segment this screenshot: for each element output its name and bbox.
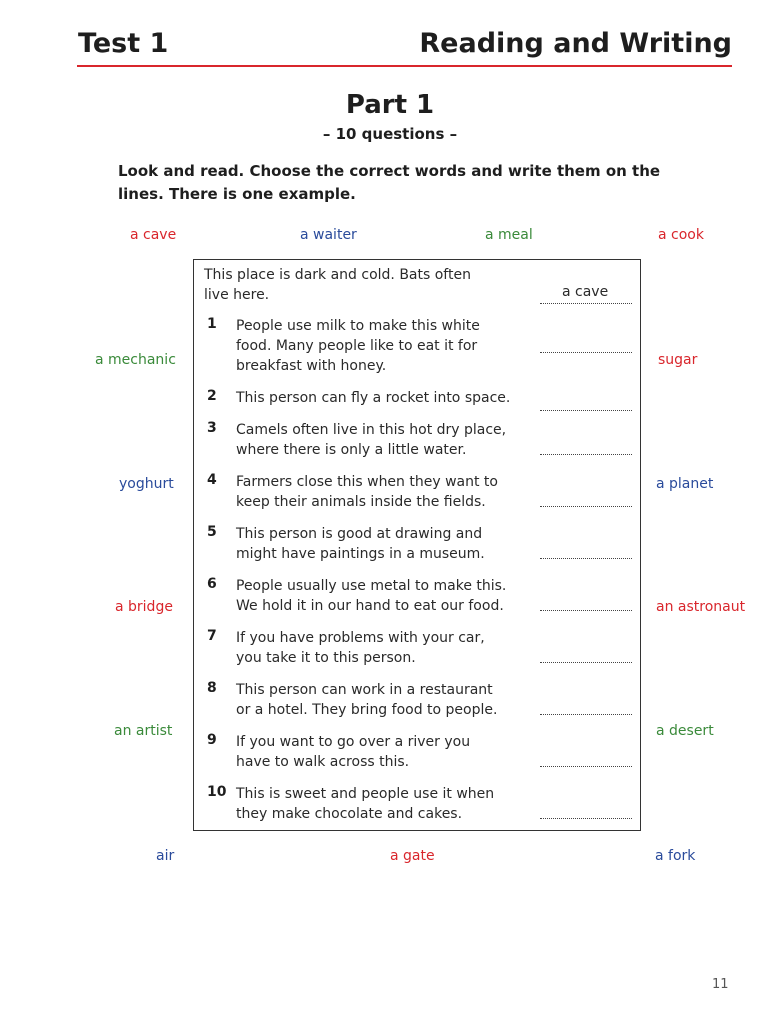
example-text xyxy=(204,265,504,305)
header-title: Reading and Writing xyxy=(419,28,732,59)
question-text xyxy=(236,576,536,616)
word-a-planet: a planet xyxy=(656,476,714,492)
question-line: have to walk across this. xyxy=(236,754,410,770)
example-line: live here. xyxy=(204,287,270,303)
question-line: or a hotel. They bring food to people. xyxy=(236,702,498,718)
example-answer-line xyxy=(540,303,632,304)
question-line: might have paintings in a museum. xyxy=(236,546,485,562)
instructions: Look and read. Choose the correct words and write them on the lines. There is one example. xyxy=(118,162,661,203)
answer-line[interactable] xyxy=(540,766,632,767)
answer-line[interactable] xyxy=(540,506,632,507)
question-line: Farmers close this when they want to xyxy=(236,474,498,490)
question-text xyxy=(236,784,536,824)
word-a-cave: a cave xyxy=(130,227,177,243)
question-line: This person is good at drawing and xyxy=(236,526,483,542)
question-number: 1 xyxy=(207,316,217,332)
answer-line[interactable] xyxy=(540,662,632,663)
question-number: 8 xyxy=(207,680,217,696)
question-line: We hold it in our hand to eat our food. xyxy=(236,598,504,614)
question-text xyxy=(236,316,536,376)
answer-line[interactable] xyxy=(540,352,632,353)
question-number: 2 xyxy=(207,388,217,404)
answer-line[interactable] xyxy=(540,558,632,559)
part-title: Part 1 xyxy=(345,90,435,120)
word-a-gate: a gate xyxy=(390,848,435,864)
question-line: This person can work in a restaurant xyxy=(236,682,493,698)
header-rule xyxy=(77,65,732,67)
example-answer: a cave xyxy=(562,284,609,300)
question-number: 3 xyxy=(207,420,217,436)
question-line: Camels often live in this hot dry place, xyxy=(236,422,507,438)
question-text xyxy=(236,472,536,512)
part-subtitle: – 10 questions – xyxy=(322,125,458,143)
question-line: where there is only a little water. xyxy=(236,442,467,458)
question-text xyxy=(236,732,536,772)
question-number: 10 xyxy=(207,784,227,800)
question-text xyxy=(236,388,536,408)
question-number: 4 xyxy=(207,472,217,488)
answer-line[interactable] xyxy=(540,714,632,715)
word-a-waiter: a waiter xyxy=(300,227,357,243)
question-line: This person can fly a rocket into space. xyxy=(236,390,511,406)
word-a-fork: a fork xyxy=(655,848,696,864)
question-line: This is sweet and people use it when xyxy=(236,786,495,802)
question-line: People usually use metal to make this. xyxy=(236,578,507,594)
word-air: air xyxy=(156,848,175,864)
word-an-astronaut: an astronaut xyxy=(656,599,746,615)
question-text xyxy=(236,628,536,668)
answer-line[interactable] xyxy=(540,610,632,611)
question-text xyxy=(236,524,536,564)
question-line: you take it to this person. xyxy=(236,650,416,666)
question-line: If you want to go over a river you xyxy=(236,734,471,750)
question-line: they make chocolate and cakes. xyxy=(236,806,463,822)
question-line: People use milk to make this white xyxy=(236,318,480,334)
question-number: 7 xyxy=(207,628,217,644)
word-a-desert: a desert xyxy=(656,723,714,739)
example-line: This place is dark and cold. Bats often xyxy=(204,267,471,283)
question-number: 9 xyxy=(207,732,217,748)
word-an-artist: an artist xyxy=(114,723,173,739)
word-sugar: sugar xyxy=(658,352,698,368)
question-text xyxy=(236,420,536,460)
word-a-bridge: a bridge xyxy=(115,599,173,615)
question-box xyxy=(193,259,641,831)
word-yoghurt: yoghurt xyxy=(119,476,174,492)
word-a-cook: a cook xyxy=(658,227,704,243)
word-a-mechanic: a mechanic xyxy=(95,352,176,368)
answer-line[interactable] xyxy=(540,818,632,819)
question-line: If you have problems with your car, xyxy=(236,630,485,646)
word-a-meal: a meal xyxy=(485,227,533,243)
question-line: keep their animals inside the fields. xyxy=(236,494,486,510)
page-number: 11 xyxy=(712,977,729,992)
question-line: breakfast with honey. xyxy=(236,358,387,374)
question-text xyxy=(236,680,536,720)
question-number: 5 xyxy=(207,524,217,540)
header-test-label: Test 1 xyxy=(78,28,169,59)
answer-line[interactable] xyxy=(540,454,632,455)
answer-line[interactable] xyxy=(540,410,632,411)
question-line: food. Many people like to eat it for xyxy=(236,338,478,354)
question-number: 6 xyxy=(207,576,217,592)
